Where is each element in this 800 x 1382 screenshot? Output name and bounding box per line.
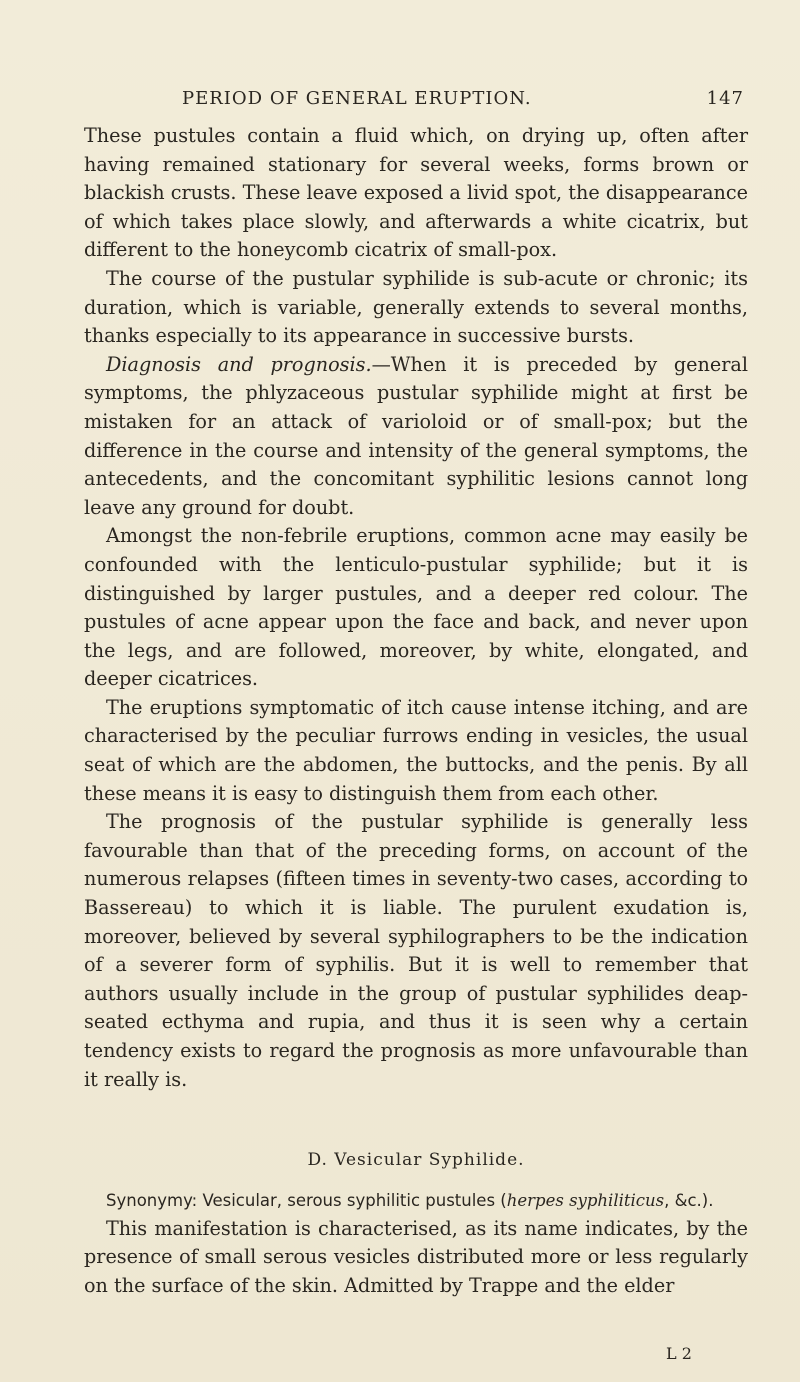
- paragraph-vesicular: This manifestation is characterised, as its name indicates, by the presence of small serous vesicles distributed more or less regularly on the surface of the skin. Admitted by Trappe and the elder: [84, 1216, 748, 1297]
- section-heading: D. Vesicular Syphilide.: [307, 1150, 525, 1171]
- diagnosis-heading: Diagnosis and prognosis.: [106, 352, 372, 376]
- paragraph-acne: Amongst the non-febrile eruptions, common acne may easily be confounded with the lenticulo-pustular syphilide; but it is distinguished by larger pustules, and a deeper red colour. The pustules of acne appear upon the face and back, and never upon the legs, and are followed, moreover, by white, elongated, and deeper cicatrices.: [84, 524, 748, 691]
- paragraph-prognosis: The prognosis of the pustular syphilide is generally less favourable than that of the preceding forms, on account of the numerous relapses (fifteen times in seventy-two cases, according to Bassereau) to which it is liable. The purulent exudation is, moreover, believed by several syphilographers to be the indication of a severer form of syphilis. But it is well to remember that authors usually include in the group of pustular syphilides deap-seated ecthyma and rupia, and thus it is seen why a certain tendency exists to regard the prognosis as more unfavourable than it really is.: [84, 810, 748, 1091]
- paragraph-pustule-crusts: These pustules contain a fluid which, on drying up, often after having remained stationary for several weeks, forms brown or blackish crusts. These leave exposed a livid spot, the disappearance of which takes place slowly, and afterwards a white cicatrix, but different to the honeycomb cicatrix of small-pox.: [84, 124, 748, 262]
- synonymy-line: [84, 1187, 748, 1215]
- page-number: 147: [706, 88, 744, 109]
- page-body: [84, 122, 748, 1301]
- synonymy-lead: Synonymy: Vesicular, serous syphilitic pustules (: [106, 1190, 507, 1210]
- paragraph-diagnosis: [84, 351, 748, 523]
- running-header: [86, 88, 746, 118]
- signature-mark: L 2: [666, 1344, 692, 1363]
- running-title: PERIOD OF GENERAL ERUPTION.: [182, 88, 532, 109]
- synonymy-tail: , &c.).: [664, 1190, 714, 1210]
- paragraph-itch: The eruptions symptomatic of itch cause intense itching, and are characterised by the peculiar furrows ending in vesicles, the usual seat of which are the abdomen, the buttocks, and the penis. By all these means it is easy to distinguish them from each other.: [84, 695, 748, 805]
- diagnosis-text: —When it is preceded by general symptoms, the phlyzaceous pustular syphilide might at first be mistaken for an attack of varioloid or of small-pox; but the difference in the course and intensity of the general symptoms, the antecedents, and the concomitant syphilitic lesions cannot long leave any ground for doubt.: [84, 352, 749, 519]
- synonymy-italic: herpes syphiliticus: [506, 1190, 665, 1210]
- paragraph-course: The course of the pustular syphilide is sub-acute or chronic; its duration, which is variable, generally extends to several months, thanks especially to its appearance in successive bursts.: [84, 266, 748, 348]
